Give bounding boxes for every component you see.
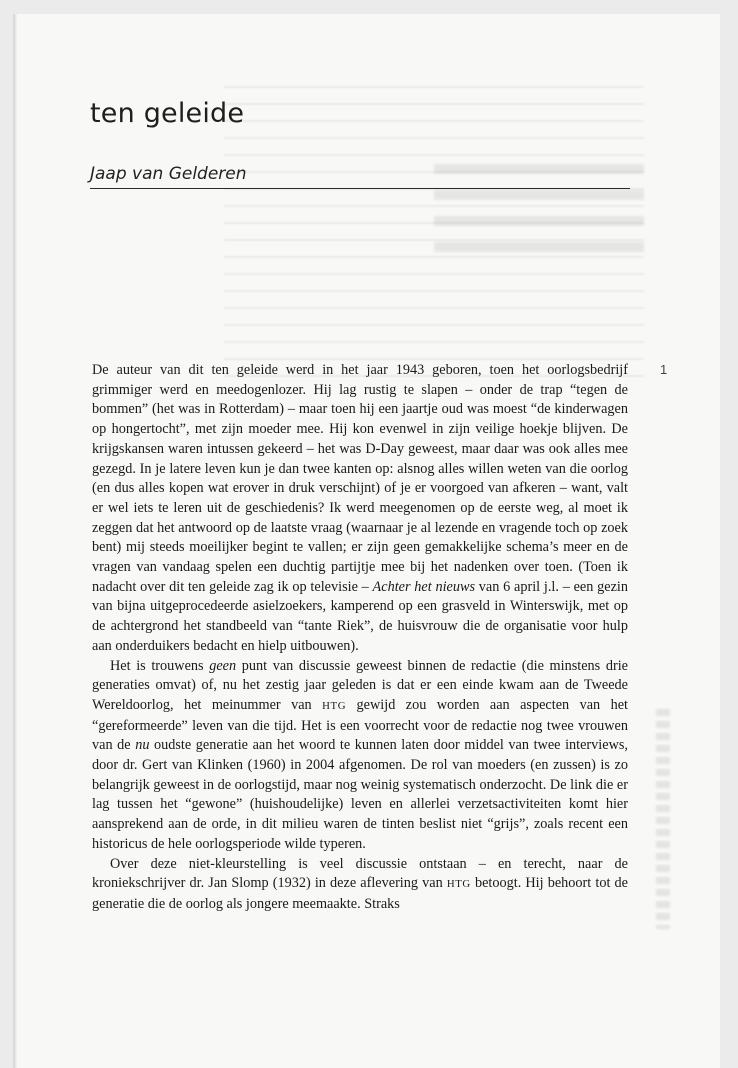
article-body — [92, 361, 628, 915]
document-page — [14, 14, 720, 1068]
text-run: punt van discussie geweest binnen de redactie (die minstens drie generaties omvat) of, nu het zestig jaar geleden is dat er een einde kwam aan de Tweede Wereldoorlog, het meinummer van — [92, 657, 628, 713]
text-run: De auteur van dit ten geleide werd in het jaar 1943 geboren, toen het oorlogsbedrijf grimmiger werd en meedogenlozer. Hij lag rustig te slapen – onder de trap “tegen de bommen” (het was in Rotterdam) – maar toen hij een jaartje oud was moest “de kinderwagen op hongertocht”, met zijn moeder mee. Hij kon evenwel in zijn veilige hoekje blijven. De krijgskansen waren intussen gekeerd – het was D-Day geweest, maar daar was ook alles mee gezegd. In je latere leven kun je dan twee kanten op: alsnog alles willen weten van die oorlog (en dus alles kopen wat erover in druk verschijnt) of je er voorgoed van afkeren – want, valt er wel iets te leren uit de geschiedenis? Ik werd meegenomen op de eerste weg, al moet ik zeggen dat het antwoord op de laatste vraag (waarnaar je al lezende en vragende toch op zoek bent) mij steeds moeilijker begint te vallen; er zijn geen gemakkelijke schema’s meer en de vragen van vandaag spelen een duchtig partijtje mee bij het nadenken over toen. (Toen ik nadacht over dit ten geleide zag ik op televisie – — [92, 362, 628, 595]
show-through-spine-text — [656, 709, 670, 929]
title-rule — [90, 188, 630, 189]
journal-abbreviation: HTG — [322, 699, 347, 712]
text-run-italic: nu — [135, 737, 150, 754]
text-run: Het is trouwens — [110, 657, 210, 674]
paragraph — [92, 361, 628, 657]
paragraph — [92, 855, 628, 915]
paragraph — [92, 657, 628, 855]
page-number: 1 — [660, 362, 668, 377]
text-run-italic: Achter het nieuws — [372, 578, 476, 595]
text-run: oudste generatie aan het woord te kunnen laten door middel van twee interviews, door dr. Gert van Klinken (1960) in 2004 afgenomen. De rol van moeders (en zussen) is zo belangrijk geweest in de oorlogstijd, maar nog weinig systematisch onderzocht. De link die er lag tussen het “gewone” (huishoudelijke) leven en allerlei verzetsactiviteiten komt hier aansprekend aan de orde, in dit milieu waren de tinten beslist niet “grijs”, zoals recent een historicus de hele oorlogsperiode wilde typeren. — [92, 737, 628, 852]
show-through-heading — [434, 164, 644, 254]
text-run: van 6 april j.l. – een gezin van bijna uitgeprocedeerde asielzoekers, kamperend op een grasveld in Winterswijk, met op de achtergrond het standbeeld van “tante Riek”, de huisvrouw die de organisatie voor hulp aan onderduikers bedacht en hielp uitbouwen). — [92, 578, 628, 654]
text-run-italic: geen — [209, 657, 237, 674]
journal-abbreviation: HTG — [446, 878, 471, 891]
page-fold-shadow — [14, 14, 17, 1068]
text-run: gewijd zou worden aan aspecten van het “gereformeerde” leven van die tijd. Het is een voorrecht voor de redactie nog twee vrouwen van de — [92, 696, 628, 754]
article-title: ten geleide — [90, 98, 245, 129]
article-author: Jaap van Gelderen — [90, 164, 247, 184]
text-run: betoogt. Hij behoort tot de generatie die de oorlog als jongere meemaakte. Straks — [92, 875, 628, 912]
text-run: Over deze niet-kleurstelling is veel discussie ontstaan – en terecht, naar de kroniekschrijver dr. Jan Slomp (1932) in deze aflevering van — [92, 855, 628, 892]
